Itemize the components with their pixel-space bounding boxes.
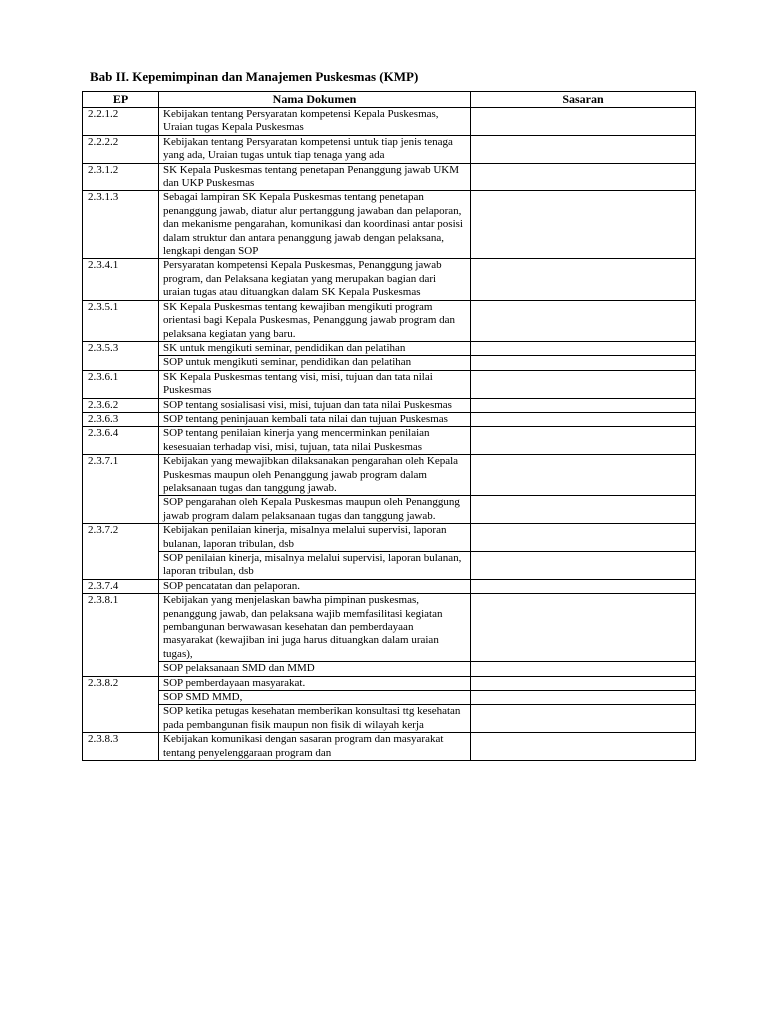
sasaran-cell — [471, 135, 696, 163]
sasaran-cell — [471, 594, 696, 662]
header-nama-dokumen: Nama Dokumen — [159, 92, 471, 108]
header-sasaran: Sasaran — [471, 92, 696, 108]
sasaran-cell — [471, 524, 696, 552]
table-row — [83, 496, 696, 524]
ep-cell: 2.3.5.3 — [83, 341, 159, 370]
ep-cell: 2.2.2.2 — [83, 135, 159, 163]
document-name-cell: SOP tentang penilaian kinerja yang mencerminkan penilaian kesesuaian terhadap visi, misi, tujuan, tata nilai Puskesmas — [159, 427, 471, 455]
table-header-row — [83, 92, 696, 108]
sasaran-cell — [471, 579, 696, 593]
sasaran-cell — [471, 552, 696, 580]
table-row — [83, 135, 696, 163]
document-name-cell: Persyaratan kompetensi Kepala Puskesmas, Penanggung jawab program, dan Pelaksana kegiatan yang merupakan bagian dari uraian tugas atau dituangkan dalam SK Kepala Puskesmas — [159, 259, 471, 300]
document-name-cell: Kebijakan yang mewajibkan dilaksanakan pengarahan oleh Kepala Puskesmas maupun oleh Penanggung jawab program dalam pelaksanaan tugas dan tanggung jawab. — [159, 455, 471, 496]
table-row — [83, 370, 696, 398]
sasaran-cell — [471, 691, 696, 705]
ep-cell: 2.3.7.1 — [83, 455, 159, 524]
table-row — [83, 524, 696, 552]
table-row — [83, 191, 696, 259]
sasaran-cell — [471, 455, 696, 496]
table-row — [83, 676, 696, 690]
document-name-cell: SOP SMD MMD, — [159, 691, 471, 705]
table-row — [83, 579, 696, 593]
document-name-cell: SK Kepala Puskesmas tentang kewajiban mengikuti program orientasi bagi Kepala Puskesmas, Penanggung jawab program dan pelaksana kegiatan yang baru. — [159, 300, 471, 341]
table-row — [83, 341, 696, 355]
sasaran-cell — [471, 427, 696, 455]
sasaran-cell — [471, 705, 696, 733]
ep-cell: 2.3.8.3 — [83, 733, 159, 761]
table-row — [83, 705, 696, 733]
document-table — [82, 91, 696, 761]
document-name-cell: SOP tentang peninjauan kembali tata nilai dan tujuan Puskesmas — [159, 412, 471, 426]
document-name-cell: SOP pemberdayaan masyarakat. — [159, 676, 471, 690]
ep-cell: 2.3.4.1 — [83, 259, 159, 300]
document-name-cell: Kebijakan tentang Persyaratan kompetensi untuk tiap jenis tenaga yang ada, Uraian tugas untuk tiap tenaga yang ada — [159, 135, 471, 163]
ep-cell: 2.3.6.2 — [83, 398, 159, 412]
table-row — [83, 552, 696, 580]
table-row — [83, 412, 696, 426]
document-name-cell: SK Kepala Puskesmas tentang penetapan Penanggung jawab UKM dan UKP Puskesmas — [159, 163, 471, 191]
document-name-cell: SOP ketika petugas kesehatan memberikan konsultasi ttg kesehatan pada pembangunan fisik maupun non fisik di wilayah kerja — [159, 705, 471, 733]
sasaran-cell — [471, 356, 696, 370]
document-name-cell: SK untuk mengikuti seminar, pendidikan dan pelatihan — [159, 341, 471, 355]
document-name-cell: SOP pelaksanaan SMD dan MMD — [159, 662, 471, 676]
sasaran-cell — [471, 108, 696, 136]
sasaran-cell — [471, 412, 696, 426]
document-name-cell: SOP pengarahan oleh Kepala Puskesmas maupun oleh Penanggung jawab program dalam pelaksanaan tugas dan tanggung jawab. — [159, 496, 471, 524]
sasaran-cell — [471, 191, 696, 259]
ep-cell: 2.3.6.4 — [83, 427, 159, 455]
document-name-cell: Sebagai lampiran SK Kepala Puskesmas tentang penetapan penanggung jawab, diatur alur pertanggung jawaban dan pelaporan, dan mekanisme pengarahan, komunikasi dan koordinasi antar posisi dalam struktur dan antara penanggung jawab dengan pelaksana, lengkapi dengan SOP — [159, 191, 471, 259]
document-name-cell: Kebijakan penilaian kinerja, misalnya melalui supervisi, laporan bulanan, laporan tribulan, dsb — [159, 524, 471, 552]
sasaran-cell — [471, 662, 696, 676]
sasaran-cell — [471, 163, 696, 191]
document-name-cell: SOP untuk mengikuti seminar, pendidikan dan pelatihan — [159, 356, 471, 370]
table-row — [83, 733, 696, 761]
table-row — [83, 300, 696, 341]
document-name-cell: Kebijakan komunikasi dengan sasaran program dan masyarakat tentang penyelenggaraan program dan — [159, 733, 471, 761]
ep-cell: 2.3.7.4 — [83, 579, 159, 593]
header-ep: EP — [83, 92, 159, 108]
sasaran-cell — [471, 733, 696, 761]
sasaran-cell — [471, 341, 696, 355]
sasaran-cell — [471, 496, 696, 524]
table-row — [83, 427, 696, 455]
page-title: Bab II. Kepemimpinan dan Manajemen Puskesmas (KMP) — [90, 69, 419, 84]
ep-cell: 2.3.1.3 — [83, 191, 159, 259]
document-name-cell: SOP tentang sosialisasi visi, misi, tujuan dan tata nilai Puskesmas — [159, 398, 471, 412]
sasaran-cell — [471, 370, 696, 398]
table-row — [83, 259, 696, 300]
ep-cell: 2.2.1.2 — [83, 108, 159, 136]
sasaran-cell — [471, 398, 696, 412]
table-row — [83, 163, 696, 191]
ep-cell: 2.3.5.1 — [83, 300, 159, 341]
table-row — [83, 691, 696, 705]
table-row — [83, 108, 696, 136]
document-name-cell: SOP pencatatan dan pelaporan. — [159, 579, 471, 593]
ep-cell: 2.3.8.2 — [83, 676, 159, 733]
document-name-cell: SK Kepala Puskesmas tentang visi, misi, tujuan dan tata nilai Puskesmas — [159, 370, 471, 398]
document-name-cell: SOP penilaian kinerja, misalnya melalui supervisi, laporan bulanan, laporan tribulan, dsb — [159, 552, 471, 580]
ep-cell: 2.3.6.1 — [83, 370, 159, 398]
ep-cell: 2.3.1.2 — [83, 163, 159, 191]
document-name-cell: Kebijakan yang menjelaskan bawha pimpinan puskesmas, penanggung jawab, dan pelaksana wajib memfasilitasi kegiatan pembangunan berwawasan kesehatan dan pemberdayaan masyarakat (kewajiban ini juga harus dituangkan dalam uraian tugas), — [159, 594, 471, 662]
sasaran-cell — [471, 676, 696, 690]
table-row — [83, 455, 696, 496]
sasaran-cell — [471, 300, 696, 341]
table-row — [83, 398, 696, 412]
table-body — [83, 108, 696, 761]
table-row — [83, 356, 696, 370]
table-row — [83, 662, 696, 676]
document-name-cell: Kebijakan tentang Persyaratan kompetensi Kepala Puskesmas, Uraian tugas Kepala Puskesmas — [159, 108, 471, 136]
ep-cell: 2.3.8.1 — [83, 594, 159, 676]
sasaran-cell — [471, 259, 696, 300]
ep-cell: 2.3.6.3 — [83, 412, 159, 426]
ep-cell: 2.3.7.2 — [83, 524, 159, 580]
table-row — [83, 594, 696, 662]
